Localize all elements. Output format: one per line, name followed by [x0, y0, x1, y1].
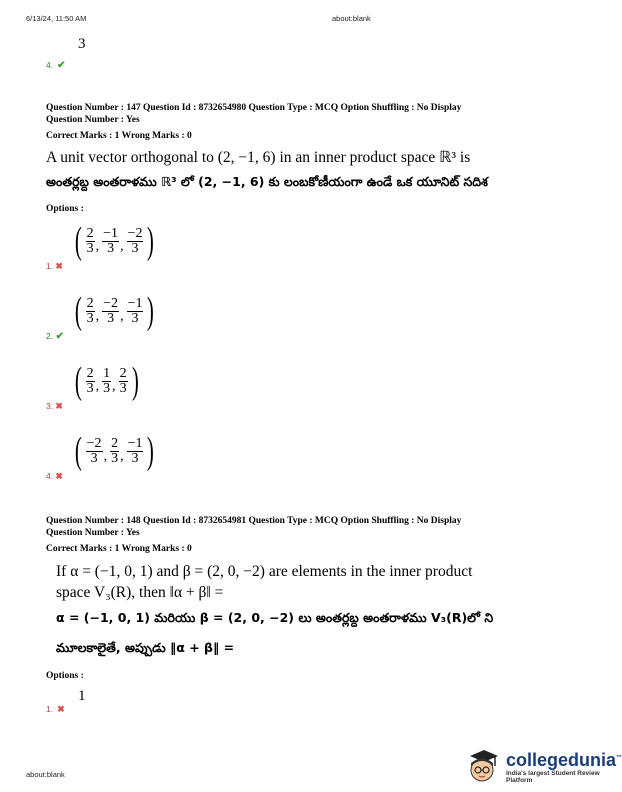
- q147-options-label: Options :: [46, 204, 84, 214]
- footer-url: about:blank: [26, 770, 65, 779]
- numerator: −1: [103, 225, 119, 241]
- denominator: 3: [107, 310, 115, 326]
- fraction: [86, 297, 95, 326]
- q147-option-2-marker: [46, 326, 64, 344]
- q147-option-3-marker: [46, 396, 63, 414]
- q147-option-1-marker: [46, 256, 63, 274]
- q147-option-3-value: [72, 362, 141, 400]
- q147-text-en: A unit vector orthogonal to (2, −1, 6) in an inner product space ℝ³ is: [46, 149, 471, 166]
- q148-option-1-marker: [46, 699, 65, 717]
- denominator: 3: [131, 310, 139, 326]
- numerator: 2: [86, 295, 94, 311]
- comma: ,: [95, 379, 100, 394]
- cross-icon: ✖: [53, 261, 63, 271]
- q148-option-1-value: 1: [78, 688, 86, 704]
- numerator: −1: [127, 435, 143, 451]
- comma: ,: [112, 379, 116, 394]
- option-number: 1.: [46, 261, 54, 271]
- fraction: [86, 367, 95, 396]
- denominator: 3: [86, 310, 94, 326]
- left-paren: (: [74, 220, 82, 262]
- denominator: 3: [90, 450, 98, 466]
- fraction: [127, 227, 144, 256]
- fraction: [127, 297, 144, 326]
- numerator: 1: [103, 365, 111, 381]
- numerator: −2: [86, 435, 102, 451]
- q148-meta-line2: Question Number : Yes: [46, 528, 140, 538]
- option-number: 2.: [46, 331, 54, 341]
- q148-meta-line1: Question Number : 148 Question Id : 8732654981 Question Type : MCQ Option Shuffling : No Display: [46, 516, 462, 526]
- numerator: 2: [86, 365, 94, 381]
- option-4-marker: [46, 55, 65, 73]
- denominator: 3: [86, 240, 94, 256]
- right-paren: ): [147, 220, 155, 262]
- q148-options-label: Options :: [46, 671, 84, 681]
- print-datetime: 6/13/24, 11:50 AM: [26, 14, 87, 23]
- q147-option-2-value: [72, 292, 157, 330]
- cross-icon: ✖: [53, 401, 63, 411]
- comma: ,: [95, 239, 100, 254]
- fraction: [102, 367, 111, 396]
- comma: ,: [103, 449, 108, 464]
- q148-text-te-1: α = (−1, 0, 1) మరియు β = (2, 0, −2) లు అంతర్లబ్ద అంతరాళము V₃(R)లో ని: [56, 610, 494, 625]
- q147-option-4-marker: [46, 466, 63, 484]
- comma: ,: [95, 309, 100, 324]
- logo-tagline: India's largest Student Review Platform: [506, 769, 600, 784]
- option-number: 4.: [46, 471, 54, 481]
- q148-text-en-2: space V₃(R), then ‖α + β‖ =: [56, 584, 224, 601]
- fraction: [102, 227, 119, 256]
- fraction: [127, 437, 144, 466]
- denominator: 3: [131, 450, 139, 466]
- denominator: 3: [119, 380, 127, 396]
- right-paren: ): [131, 360, 139, 402]
- fraction: [119, 367, 128, 396]
- numerator: 2: [111, 435, 119, 451]
- cross-icon: ✖: [53, 471, 63, 481]
- q147-marks: Correct Marks : 1 Wrong Marks : 0: [46, 131, 192, 141]
- mascot-icon: [462, 746, 502, 786]
- numerator: 2: [86, 225, 94, 241]
- option-number: 3.: [46, 401, 54, 411]
- numerator: −2: [103, 295, 119, 311]
- numerator: −2: [127, 225, 143, 241]
- left-paren: (: [74, 290, 82, 332]
- checkmark-icon: ✔: [53, 331, 64, 342]
- logo-trademark: ™: [616, 754, 622, 761]
- q147-meta-line2: Question Number : Yes: [46, 115, 140, 125]
- option-4-value: 3: [78, 36, 86, 52]
- option-number: 1.: [46, 704, 54, 714]
- q147-option-1-value: [72, 222, 157, 260]
- right-paren: ): [147, 430, 155, 472]
- denominator: 3: [86, 380, 94, 396]
- comma: ,: [120, 239, 124, 254]
- q148-meta: [46, 515, 461, 555]
- q148-text-te-2: మూలకాలైతే, అప్పుడు ‖α + β‖ =: [56, 640, 235, 655]
- checkmark-icon: ✔: [57, 60, 66, 71]
- numerator: 2: [119, 365, 127, 381]
- denominator: 3: [107, 240, 115, 256]
- denominator: 3: [103, 380, 111, 396]
- print-url: about:blank: [332, 14, 371, 23]
- comma: ,: [120, 449, 124, 464]
- denominator: 3: [111, 450, 119, 466]
- q147-meta: [46, 102, 461, 142]
- q148-marks: Correct Marks : 1 Wrong Marks : 0: [46, 544, 192, 554]
- right-paren: ): [147, 290, 155, 332]
- comma: ,: [120, 309, 124, 324]
- numerator: −1: [127, 295, 143, 311]
- q147-text-te: అంతర్లబ్ద అంతరాళము ℝ³ లో (2, −1, 6) కు లంబకోణీయంగా ఉండే ఒక యూనిట్ సదిశ: [46, 174, 488, 189]
- left-paren: (: [74, 360, 82, 402]
- q147-meta-line1: Question Number : 147 Question Id : 8732654980 Question Type : MCQ Option Shuffling : No Display: [46, 103, 462, 113]
- collegedunia-logo: [462, 746, 622, 786]
- option-number: 4.: [46, 60, 54, 70]
- q148-text-en-1: If α = (−1, 0, 1) and β = (2, 0, −2) are elements in the inner product: [56, 563, 473, 580]
- fraction: [102, 297, 119, 326]
- left-paren: (: [74, 430, 82, 472]
- fraction: [86, 437, 103, 466]
- logo-name: collegedunia: [506, 749, 617, 770]
- fraction: [86, 227, 95, 256]
- fraction: [110, 437, 119, 466]
- q147-option-4-value: [72, 432, 157, 470]
- denominator: 3: [131, 240, 139, 256]
- cross-icon: ✖: [57, 704, 65, 714]
